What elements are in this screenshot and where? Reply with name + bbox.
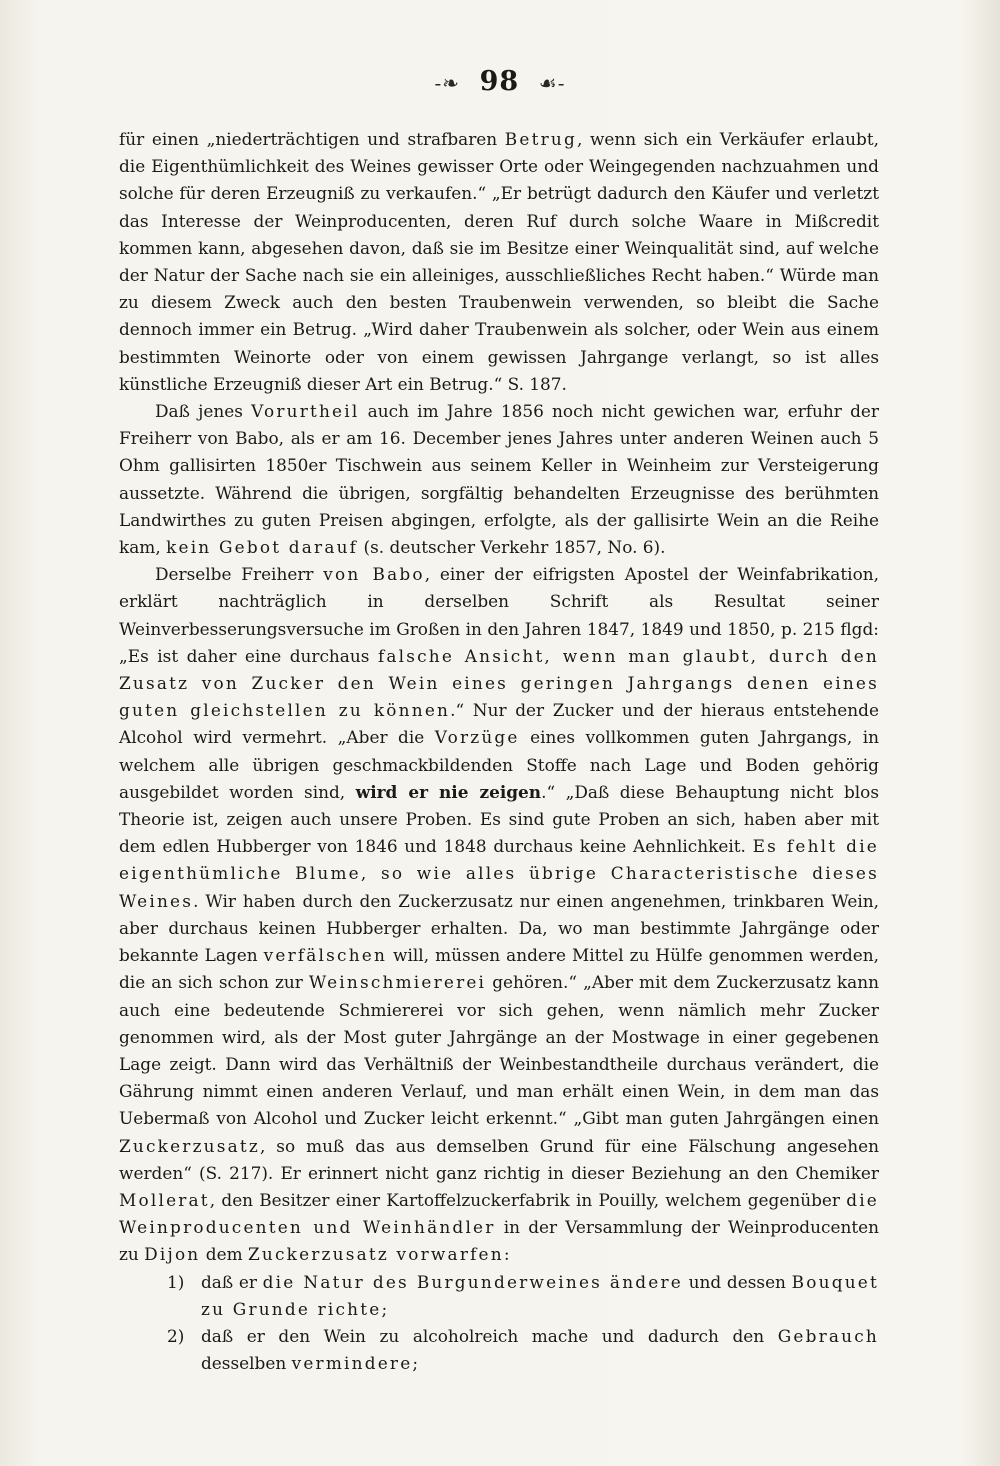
- page-header: [0, 66, 1000, 97]
- text-run: dem: [200, 1244, 248, 1265]
- spaced-text: Dijon: [144, 1244, 201, 1265]
- right-ornament-icon: ☙-: [538, 71, 566, 95]
- numbered-list: [119, 1269, 879, 1378]
- paragraph-1: [119, 126, 879, 398]
- text-run: , den Besitzer einer Kartoffelzuckerfabrik in Pouilly, welchem gegenüber: [209, 1189, 847, 1210]
- list-item: [119, 1323, 879, 1377]
- spaced-text: Mollerat: [119, 1189, 210, 1210]
- text-run: desselben: [201, 1353, 292, 1374]
- text-run: gehören.“ „Aber mit dem Zuckerzusatz kann auch eine bedeutende Schmiererei vor sich gehen, wenn nämlich mehr Zucker genommen wird, als der Most guter Jahrgänge an der Mostwage in einer gegebenen Lage zeigt. Dann wird das Verhältniß der Weinbestandtheile durchaus verändert, die Gährung nimmt einen anderen Verlauf, und man erhält einen Wein, in dem man das Uebermaß von Alcohol und Zucker leicht erkennt.“ „Gibt man guten Jahrgängen einen: [119, 972, 879, 1129]
- spaced-text: falsche Ansicht, wenn man glaubt, durch den Zusatz von Zucker den Wein eines geringen Jahrgangs denen eines guten gleichstellen zu können: [119, 645, 879, 721]
- spaced-text: Betrug: [504, 129, 577, 149]
- text-run: , wenn sich ein Verkäufer erlaubt, die Eigenthümlichkeit des Weines gewisser Orte oder Weingegenden nachzuahmen und solche für deren Erzeugniß zu verkaufen.“ „Er betrügt dadurch den Käufer und verletzt das Interesse der Weinproducenten, deren Ruf durch solche Waare in Mißcredit kommen kann, abgesehen davon, daß sie im Besitze einer Weinqualität sind, auf welche der Natur der Sache nach sie ein alleiniges, ausschließliches Recht haben.“ Würde man zu diesem Zweck auch den besten Traubenwein verwenden, so bleibt die Sache dennoch immer ein Betrug. „Wird daher Traubenwein als solcher, oder Wein aus einem bestimmten Weinorte oder von einem gewissen Jahrgange verlangt, so ist alles künstliche Erzeugniß dieser Art ein Betrug.“ S. 187.: [119, 129, 879, 394]
- text-run: und dessen: [682, 1271, 792, 1292]
- text-run: ;: [412, 1353, 419, 1374]
- body-text: [119, 126, 879, 1377]
- page-number: 98: [479, 66, 520, 97]
- text-run: . Wir haben durch den Zuckerzusatz nur einen angenehmen, trinkbaren Wein, aber durchaus keinen Hubberger erhalten. Da, wo man bestimmte Jahrgänge oder bekannte Lagen: [119, 890, 879, 966]
- text-run: , einer der eifrigsten Apostel der Weinfabrikation, erklärt nachträglich in derselben Schrift als Resultat seiner Weinverbesserungsversuche im Großen in den Jahren 1847, 1849 und 1850, p. 215 flgd: „Es ist daher eine durchaus: [119, 564, 879, 666]
- left-ornament-icon: -❧: [434, 71, 461, 95]
- spaced-text: Es fehlt die eigenthümliche Blume, so wie alles übrige Characteristische dieses Weines: [119, 836, 879, 911]
- spaced-text: Zuckerzusatz vorwarfen: [247, 1244, 504, 1265]
- spaced-text: Bouquet zu Grunde richte: [201, 1271, 879, 1319]
- bold-text: wird er nie zeigen: [355, 781, 542, 802]
- text-run: daß er den Wein zu alcoholreich mache und dadurch den: [201, 1325, 778, 1346]
- text-run: Derselbe Freiherr: [155, 564, 324, 585]
- spaced-text: von Babo: [323, 564, 425, 585]
- text-run: Daß jenes: [155, 401, 252, 422]
- text-run: .“ Nur der Zucker und der hieraus entstehende Alcohol wird vermehrt. „Aber die: [119, 700, 879, 748]
- text-run: für einen „niederträchtigen und strafbaren: [119, 129, 505, 149]
- spaced-text: Vorzüge: [434, 727, 520, 748]
- spaced-text: Weinschmiererei: [308, 972, 487, 993]
- text-run: daß er: [201, 1271, 263, 1292]
- paragraph-3: [119, 561, 879, 1268]
- text-run: will, müssen andere Mittel zu Hülfe genommen werden, die an sich schon zur: [119, 945, 880, 993]
- spaced-text: die Natur des Burgunderweines ändere: [262, 1271, 683, 1292]
- text-run: auch im Jahre 1856 noch nicht gewichen war, erfuhr der Freiherr von Babo, als er am 16. December jenes Jahres unter anderen Weinen auch 5 Ohm gallisirten 1850er Tischwein aus seinem Keller in Weinheim zur Versteigerung aussetzte. Während die übrigen, sorgfältig behandelten Erzeugnisse des berühmten Landwirthes zu guten Preisen abgingen, erfolgte, als der gallisirte Wein an die Reihe kam,: [119, 401, 879, 558]
- paragraph-2: [119, 398, 879, 561]
- list-number: 2): [167, 1325, 185, 1346]
- spaced-text: die Weinproducenten und Weinhändler: [119, 1189, 879, 1238]
- list-number: 1): [167, 1271, 185, 1292]
- spaced-text: Zuckerzusatz: [119, 1135, 260, 1156]
- text-run: :: [503, 1244, 510, 1265]
- text-run: ;: [381, 1298, 388, 1319]
- spaced-text: kein Gebot darauf: [166, 537, 359, 558]
- list-item: [119, 1269, 879, 1323]
- spaced-text: verfälschen: [263, 945, 388, 966]
- text-run: , so muß das aus demselben Grund für eine Fälschung angesehen werden“ (S. 217). Er erinnert nicht ganz richtig in dieser Beziehung an den Chemiker: [119, 1135, 879, 1183]
- spaced-text: vermindere: [291, 1353, 413, 1374]
- text-run: .“ „Daß diese Behauptung nicht blos Theorie ist, zeigen auch unsere Proben. Es sind gute Proben an sich, haben aber mit dem edlen Hubberger von 1846 und 1848 durchaus keine Aehnlichkeit.: [119, 781, 879, 857]
- text-run: eines vollkommen guten Jahrgangs, in welchem alle übrigen geschmackbildenden Stoffe nach Lage und Boden gehörig ausgebildet worden sind,: [119, 727, 879, 802]
- spaced-text: Gebrauch: [777, 1325, 879, 1346]
- spaced-text: Vorurtheil: [251, 401, 360, 422]
- text-run: (s. deutscher Verkehr 1857, No. 6).: [358, 537, 666, 558]
- text-run: in der Versammlung der Weinproducenten zu: [119, 1217, 879, 1265]
